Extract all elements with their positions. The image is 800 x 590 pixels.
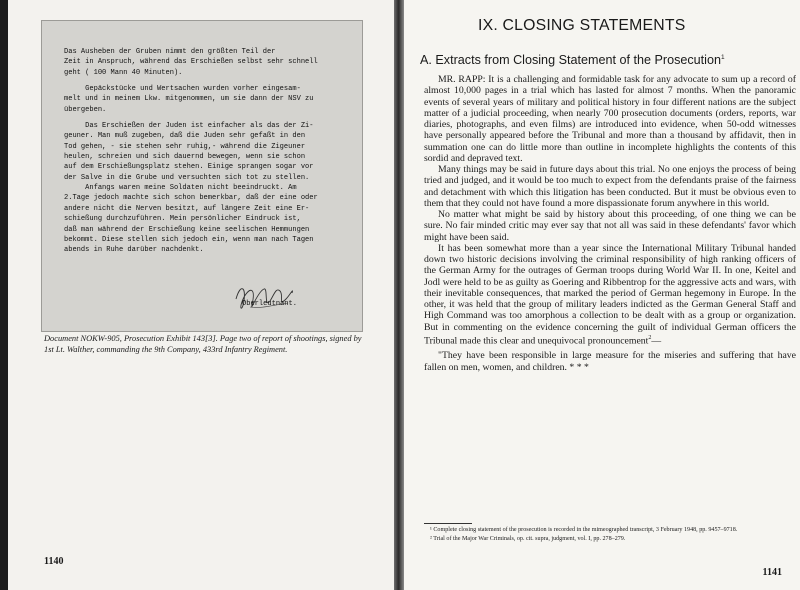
typewritten-line: abends in Ruhe darüber nachdenkt.: [64, 246, 204, 255]
page-number-right: 1141: [762, 567, 782, 578]
tribunal-quote: "They have been responsible in large measure for the miseries and suffering that have fallen on men, women, and children. * * *: [424, 350, 796, 373]
paragraph: Many things may be said in future days about this trial. No one enjoys the process of being tried and judged, and it would be too much to expect from the defendants praise of the fairness and detachment with which this litigation has been conducted. But it must be obvious even to them that they could not have found a more dispassionate forum anywhere in this world.: [424, 164, 796, 209]
document-photograph: [41, 20, 363, 332]
typewritten-line: Anfangs waren meine Soldaten nicht beeindruckt. Am: [64, 184, 297, 193]
typewritten-line: Gepäckstücke und Wertsachen wurden vorher eingesam-: [64, 85, 301, 94]
section-footnote-mark: 1: [720, 53, 725, 61]
typewritten-line: daß man während der Erschießung keine seelischen Hemmungen: [64, 225, 310, 234]
typewritten-line: Zeit in Anspruch, während das Erschießen selbst sehr schnell: [64, 58, 318, 67]
pronouncement-footnote-mark: 2: [648, 334, 652, 341]
typewritten-line: auf dem Erschießungsplatz stehen. Einige sprangen sogar vor: [64, 163, 314, 172]
footnotes: [424, 526, 796, 543]
typewritten-line: Tod gehen, - sie stehen sehr ruhig,- während die Zigeuner: [64, 142, 306, 151]
typewritten-text: [64, 47, 344, 256]
typewritten-line: geht ( 100 Mann 40 Minuten).: [64, 68, 183, 77]
section-title-text: A. Extracts from Closing Statement of the Prosecution: [420, 53, 721, 67]
typewritten-line: heulen, schreien und sich dauernd bewegen, wenn sie schon: [64, 153, 306, 162]
book-gutter: [394, 0, 404, 590]
typewritten-line: schießung durchzuführen. Mein persönlicher Eindruck ist,: [64, 215, 301, 224]
pronouncement-dash: —: [651, 335, 662, 346]
paragraph: [424, 74, 796, 164]
chapter-title: IX. CLOSING STATEMENTS: [478, 17, 686, 34]
typewritten-line: Das Ausheben der Gruben nimmt den größten Teil der: [64, 48, 276, 56]
typewritten-line: Das Erschießen der Juden ist einfacher als das der Zi-: [64, 122, 314, 131]
left-page: [8, 0, 394, 590]
photo-caption: Document NOKW-905, Prosecution Exhibit 143[3]. Page two of report of shootings, signed by 1st Lt. Walther, commanding the 9th Company, 433rd Infantry Regiment.: [44, 334, 362, 354]
statement-body: [424, 74, 796, 373]
typewritten-line: der Salve in die Grube und versuchten sich tot zu stellen.: [64, 173, 310, 182]
paragraph-text: It has been somewhat more than a year since the International Military Tribunal handed down two historic decisions involving the criminal responsibility of high ranking officers of the German Army for the outrages of German troops during World War II. In one, Keitel and Jodl were held to be as guilty as Goering and Ribbentrop for the aggressive acts and wars, with their inevitable consequences, that marked the period of German hegemony in Europe. In the other, it was held that the group of military leaders indicted as the German General Staff and High Command was too amorphous a collection to be dealt with as a group or organization. But in commenting on the evidence concerning the guilt of individual German officers the Tribunal made this clear and unequivocal pronouncement: [424, 242, 796, 346]
right-page: [404, 0, 800, 590]
typewritten-line: übergeben.: [64, 105, 107, 114]
typewritten-line: geuner. Man muß zugeben, daß die Juden sehr gefaßt in den: [64, 132, 306, 141]
paragraph: [424, 243, 796, 347]
typewritten-line: bekommt. Diese stellen sich jedoch ein, wenn man nach Tagen: [64, 235, 314, 244]
section-title: [420, 53, 790, 67]
speaker-name: MR. RAPP:: [438, 74, 486, 85]
paragraph: No matter what might be said by history about this proceeding, of one thing we can be sure. No fair minded critic may ever say that not all was said in these defendants' favor which might have been said.: [424, 209, 796, 243]
typewritten-line: andere nicht die Nerven besitzt, auf längere Zeit eine Er-: [64, 204, 310, 213]
footnote: ¹ Complete closing statement of the prosecution is recorded in the mimeographed transcript, 3 February 1948, pp. 9457–9718.: [430, 527, 738, 533]
page-number-left: 1140: [44, 556, 64, 567]
typewritten-line: 2.Tage jedoch machte sich schon bemerkbar, daß der eine oder: [64, 194, 318, 203]
signature-title: Oberleutnant.: [242, 300, 297, 308]
typewritten-line: melt und in meinem Lkw. mitgenommen, um sie dann der NSV zu: [64, 95, 314, 104]
footnote-rule: [424, 523, 472, 524]
footnote: ² Trial of the Major War Criminals, op. cit. supra, judgment, vol. I, pp. 278–279.: [430, 535, 626, 542]
paragraph-text: It is a challenging and formidable task for any advocate to sum up a record of almost 10,000 pages in a trial which has lasted for almost 7 months. When the panoramic events of several years of military and political history in four different nations are the subject matter of a judicial proceeding, when nearly 700 prosecution documents (orders, reports, war diaries, photographs, and even films) are introduced into evidence, when 50-odd witnesses have personally appeared before the Tribunal and more than a thousand by affidavit, then in summation one can do little more than outline in incomplete highlights the contents of this sordid and depraved text.: [424, 74, 796, 164]
